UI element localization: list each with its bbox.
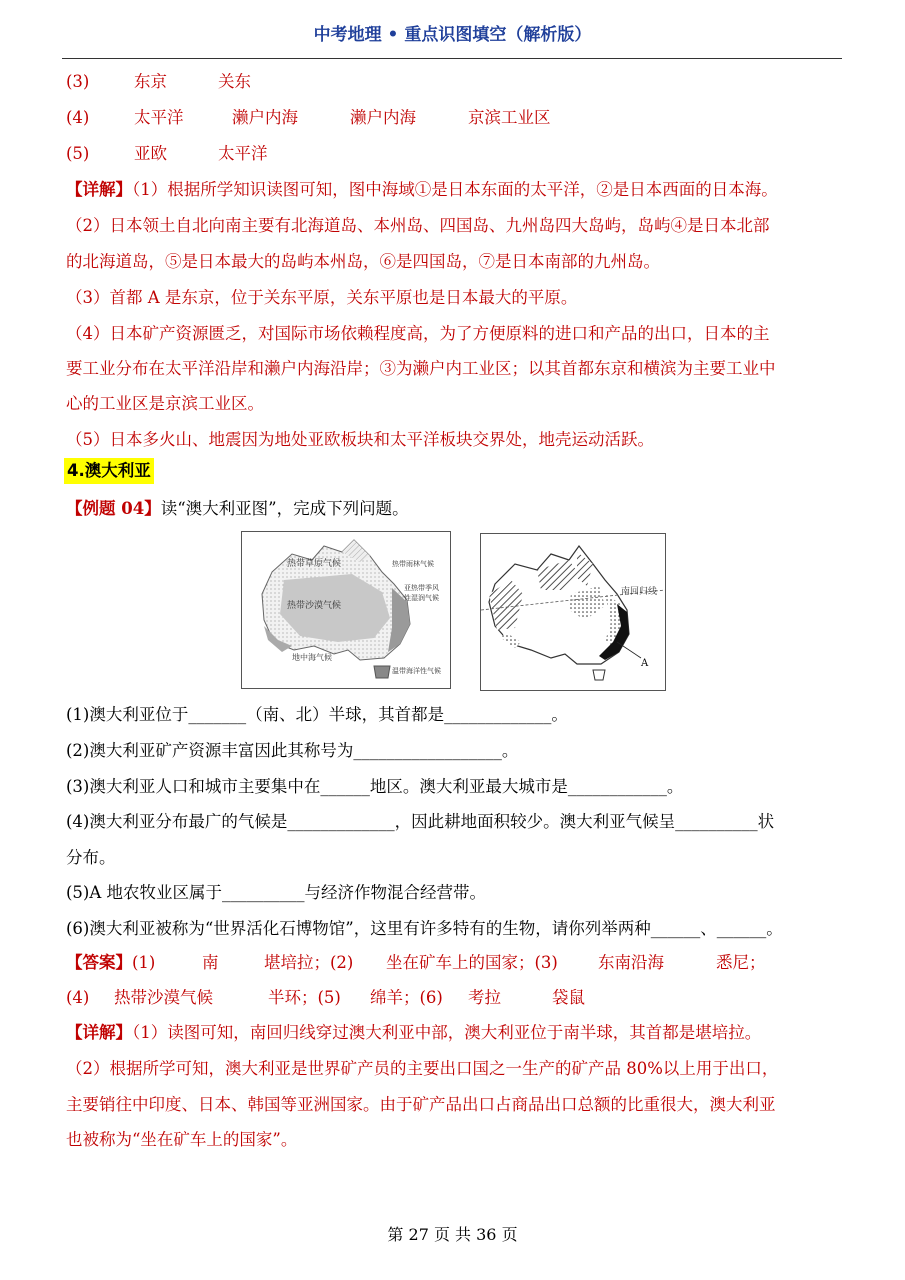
page-footer: 第 27 页 共 36 页 xyxy=(387,1225,518,1244)
climate-map xyxy=(241,531,451,689)
detail1-line-2: （2）日本领土自北向南主要有北海道岛、本州岛、四国岛、九州岛四大岛屿，岛屿④是日本北部 xyxy=(66,216,770,235)
header-divider xyxy=(62,58,842,59)
example-line: 【例题 04】读“澳大利亚图”，完成下列问题。 xyxy=(66,499,409,518)
answer-row-5: (5) 亚欧 太平洋 xyxy=(66,144,268,163)
detail2-line-2: （2）根据所学可知，澳大利亚是世界矿产员的主要出口国之一生产的矿产品 80%以上用于出口， xyxy=(66,1059,779,1078)
label-subtropical-2: 性湿润气候 xyxy=(404,594,439,602)
label-desert: 热带沙漠气候 xyxy=(287,601,342,611)
question-5: (5)A 地农牧业区属于__________与经济作物混合经营带。 xyxy=(66,883,487,902)
label-a: A xyxy=(641,658,649,669)
detail1-line-5: （4）日本矿产资源匮乏，对国际市场依赖程度高，为了方便原料的进口和产品的出口，日本的主 xyxy=(66,324,770,343)
detail1-line-3: 的北海道岛，⑤是日本最大的岛屿本州岛，⑥是四国岛，⑦是日本南部的九州岛。 xyxy=(66,252,660,271)
question-2: (2)澳大利亚矿产资源丰富因此其称号为__________________。 xyxy=(66,741,519,760)
label-subtropical-1: 亚热带季风 xyxy=(404,584,439,592)
label-savanna: 热带草原气候 xyxy=(287,559,342,569)
detail1-line-4: （3）首都 A 是东京，位于关东平原，关东平原也是日本最大的平原。 xyxy=(66,288,578,307)
distribution-map-svg xyxy=(481,534,665,690)
question-4-cont: 分布。 xyxy=(66,848,116,867)
question-3: (3)澳大利亚人口和城市主要集中在______地区。澳大利亚最大城市是____________。 xyxy=(66,777,684,796)
answer-line-2: (4) 热带沙漠气候 半环；(5) 绵羊；(6) 考拉 袋鼠 xyxy=(66,988,585,1007)
detail2-line-1: 【详解】（1）读图可知，南回归线穿过澳大利亚中部，澳大利亚位于南半球，其首都是堪培拉。 xyxy=(66,1023,762,1042)
question-1: (1)澳大利亚位于_______（南、北）半球，其首都是_____________。 xyxy=(66,705,568,724)
answer-row-3: (3) 东京 关东 xyxy=(66,72,251,91)
climate-map-svg xyxy=(242,532,450,688)
detail1-line-7: 心的工业区是京滨工业区。 xyxy=(66,394,264,413)
detail1-line-1: 【详解】（1）根据所学知识读图可知，图中海域①是日本东面的太平洋，②是日本西面的日本海。 xyxy=(66,180,778,199)
answer-row-4: (4) 太平洋 濑户内海 濑户内海 京滨工业区 xyxy=(66,108,551,127)
detail2-line-3: 主要销往中印度、日本、韩国等亚洲国家。由于矿产品出口占商品出口总额的比重很大，澳大利亚 xyxy=(66,1095,776,1114)
distribution-map xyxy=(480,533,666,691)
label-rainforest: 热带雨林气候 xyxy=(392,560,434,568)
question-6: (6)澳大利亚被称为“世界活化石博物馆”，这里有许多特有的生物，请你列举两种______、______。 xyxy=(66,919,783,938)
label-mediterranean: 地中海气候 xyxy=(292,653,332,662)
detail2-line-4: 也被称为“坐在矿车上的国家”。 xyxy=(66,1130,298,1149)
page-header: 中考地理 • 重点识图填空（解析版） xyxy=(313,25,592,45)
question-4: (4)澳大利亚分布最广的气候是_____________，因此耕地面积较少。澳大利亚气候呈__________状 xyxy=(66,812,775,831)
section-title: 4.澳大利亚 xyxy=(64,458,154,484)
label-tropic: 南回归线 xyxy=(621,587,658,597)
detail1-line-8: （5）日本多火山、地震因为地处亚欧板块和太平洋板块交界处，地壳运动活跃。 xyxy=(66,430,654,449)
label-oceanic: 温带海洋性气候 xyxy=(392,667,441,675)
detail1-line-6: 要工业分布在太平洋沿岸和濑户内海沿岸；③为濑户内工业区；以其首都东京和横滨为主要工业中 xyxy=(66,359,776,378)
answer-line-1: 【答案】(1) 南 堪培拉；(2) 坐在矿车上的国家；(3) 东南沿海 悉尼； xyxy=(66,953,766,972)
